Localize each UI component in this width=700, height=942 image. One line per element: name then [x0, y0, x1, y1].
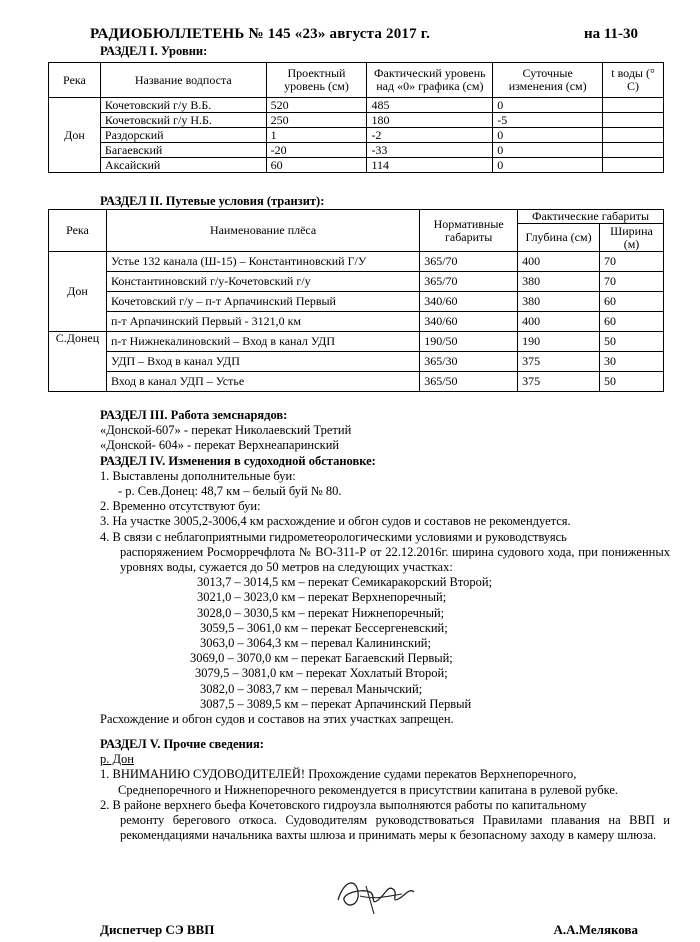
table-cell: Кочетовский г/у Н.Б. [100, 113, 266, 128]
route-header-norm: Нормативные габариты [420, 210, 518, 252]
section1-title: РАЗДЕЛ I. Уровни: [100, 44, 208, 58]
table-cell: 365/50 [420, 372, 518, 392]
route-header-row [49, 210, 664, 224]
table-cell: 190 [518, 332, 600, 352]
signature-image [330, 870, 420, 918]
table-cell: 485 [367, 98, 493, 113]
table-cell: -2 [367, 128, 493, 143]
table-cell: 340/60 [420, 292, 518, 312]
levels-header-change: Суточные изменения (см) [493, 63, 603, 98]
table-cell: 375 [518, 372, 600, 392]
table-cell: 180 [367, 113, 493, 128]
table-row [49, 113, 664, 128]
list-item: 3013,7 – 3014,5 км – перекат Семикаракорский Второй; [197, 575, 493, 590]
table-cell [603, 98, 664, 113]
table-cell: 400 [518, 252, 600, 272]
table-cell [603, 113, 664, 128]
section4-p1a: - р. Сев.Донец: 48,7 км – белый буй № 80. [118, 484, 342, 499]
table-cell: 365/30 [420, 352, 518, 372]
section4-p2: 2. Временно отсутствуют буи: [100, 499, 261, 514]
table-cell: 365/70 [420, 272, 518, 292]
dredger-line: «Донской-607» - перекат Николаевский Третий [100, 423, 352, 438]
levels-header-actual: Фактический уровень над «0» графика (см) [367, 63, 493, 98]
table-cell: -33 [367, 143, 493, 158]
route-header-fact: Фактические габариты [518, 210, 664, 224]
table-cell: 400 [518, 312, 600, 332]
table-cell: -20 [266, 143, 367, 158]
list-item: 3059,5 – 3061,0 км – перекат Бессергеневский; [200, 620, 448, 635]
levels-header-post: Название водпоста [100, 63, 266, 98]
table-cell: 190/50 [420, 332, 518, 352]
table-cell: 520 [266, 98, 367, 113]
bulletin-title: РАДИОБЮЛЛЕТЕНЬ № 145 «23» августа 2017 г. [90, 26, 431, 42]
table-cell: 70 [600, 272, 664, 292]
table-row [49, 272, 664, 292]
table-cell: 50 [600, 332, 664, 352]
table-cell: УДП – Вход в канал УДП [106, 352, 419, 372]
sections-3-4 [100, 408, 670, 727]
table-cell: 70 [600, 252, 664, 272]
footer-name: А.А.Мелякова [553, 922, 638, 937]
list-item: 3021,0 – 3023,0 км – перекат Верхнепоречный; [197, 590, 447, 605]
route-table [48, 209, 664, 392]
table-cell: 380 [518, 292, 600, 312]
table-row [49, 332, 664, 352]
section4-p4-first: 4. В связи с неблагоприятными гидрометеорологическими условиями и руководствуясь [100, 529, 567, 544]
route-header-width: Ширина (м) [600, 224, 664, 252]
route-header-river: Река [49, 210, 107, 252]
table-cell: 365/70 [420, 252, 518, 272]
table-cell: 250 [266, 113, 367, 128]
table-cell [603, 158, 664, 173]
table-cell: 30 [600, 352, 664, 372]
table-cell: п-т Нижнекалиновский – Вход в канал УДП [106, 332, 419, 352]
list-item: 3069,0 – 3070,0 км – перекат Багаевский Первый; [190, 651, 453, 666]
list-item: 3063,0 – 3064,3 км – перевал Калининский; [200, 636, 431, 651]
levels-header-row [49, 63, 664, 98]
table-cell: 340/60 [420, 312, 518, 332]
table-cell: Константиновский г/у-Кочетовский г/у [106, 272, 419, 292]
table-row [49, 128, 664, 143]
table-cell: 375 [518, 352, 600, 372]
table-row [49, 372, 664, 392]
section5-river: р. Дон [100, 752, 134, 767]
table-row [49, 352, 664, 372]
section5-title: РАЗДЕЛ V. Прочие сведения: [100, 737, 264, 751]
list-item: 3079,5 – 3081,0 км – перекат Хохлатый Второй; [195, 666, 448, 681]
table-cell: 0 [493, 98, 603, 113]
table-row [49, 98, 664, 113]
table-cell: 114 [367, 158, 493, 173]
dredger-line: «Донской- 604» - перекат Верхнеапаринский [100, 438, 340, 453]
list-item: 3028,0 – 3030,5 км – перекат Нижнепоречный; [197, 605, 445, 620]
table-cell: 50 [600, 372, 664, 392]
table-row [49, 312, 664, 332]
table-cell: Вход в канал УДП – Устье [106, 372, 419, 392]
table-row [49, 252, 664, 272]
table-cell: 60 [600, 292, 664, 312]
table-cell: Раздорский [100, 128, 266, 143]
levels-header-river: Река [49, 63, 101, 98]
table-cell: 380 [518, 272, 600, 292]
route-header-name: Наименование плёса [106, 210, 419, 252]
table-row [49, 292, 664, 312]
list-item: 3082,0 – 3083,7 км – перевал Манычский; [200, 681, 423, 696]
section4-p1: 1. Выставлены дополнительные буи: [100, 468, 296, 483]
section2-title: РАЗДЕЛ II. Путевые условия (транзит): [100, 194, 325, 208]
table-cell: п-т Арпачинский Первый - 3121,0 км [106, 312, 419, 332]
table-cell: 0 [493, 143, 603, 158]
route-header-depth: Глубина (см) [518, 224, 600, 252]
footer-position: Диспетчер СЭ ВВП [100, 922, 215, 937]
table-cell: Кочетовский г/у – п-т Арпачинский Первый [106, 292, 419, 312]
section5-p1-rest: Среднепоречного и Нижнепоречного рекомендуется в присутствии капитана в рулевой рубке. [118, 782, 619, 797]
section5-p1-first: 1. ВНИМАНИЮ СУДОВОДИТЕЛЕЙ! Прохождение судами перекатов Верхнепоречного, [100, 767, 577, 782]
table-cell: -5 [493, 113, 603, 128]
table-cell: Устье 132 канала (Ш-15) – Константиновский Г/У [106, 252, 419, 272]
table-cell: Багаевский [100, 143, 266, 158]
levels-table [48, 62, 664, 173]
table-cell [603, 128, 664, 143]
section5-p2-rest: ремонту берегового откоса. Судоводителям руководствоваться Правилами плавания на ВВП и рекомендациями начальника вахты шлюза и принимать меры к безопасному заходу в камеру шлюза. [120, 813, 670, 843]
table-cell: 0 [493, 128, 603, 143]
table-cell: Кочетовский г/у В.Б. [100, 98, 266, 113]
route-river-sdonets: С.Донец [49, 332, 107, 392]
table-cell: Аксайский [100, 158, 266, 173]
section5-p2-first: 2. В районе верхнего бьефа Кочетовского гидроузла выполняются работы по капитальному [100, 797, 587, 812]
section4-title: РАЗДЕЛ IV. Изменения в судоходной обстановке: [100, 453, 376, 468]
table-cell: 0 [493, 158, 603, 173]
section4-p3: 3. На участке 3005,2-3006,4 км расхождение и обгон судов и составов не рекомендуется. [100, 514, 571, 529]
table-row [49, 143, 664, 158]
section4-closing: Расхождение и обгон судов и составов на этих участках запрещен. [100, 712, 454, 727]
route-river-don: Дон [49, 252, 107, 332]
table-row [49, 158, 664, 173]
table-cell: 1 [266, 128, 367, 143]
table-cell [603, 143, 664, 158]
bulletin-time: на 11-30 [583, 26, 638, 42]
table-cell: 60 [266, 158, 367, 173]
levels-header-project: Проектный уровень (см) [266, 63, 367, 98]
section5 [100, 737, 670, 843]
levels-header-temp: t воды (° C) [603, 63, 664, 98]
levels-river-don: Дон [49, 98, 101, 173]
table-cell: 60 [600, 312, 664, 332]
section4-p4-rest: распоряжением Росморречфлота № ВО-311-Р от 22.12.2016г. ширина судового хода, при пониженных уровнях воды, сужается до 50 метров на следующих участках: [120, 544, 670, 575]
section3-title: РАЗДЕЛ III. Работа земснарядов: [100, 408, 288, 422]
list-item: 3087,5 – 3089,5 км – перекат Арпачинский Первый [200, 696, 472, 711]
